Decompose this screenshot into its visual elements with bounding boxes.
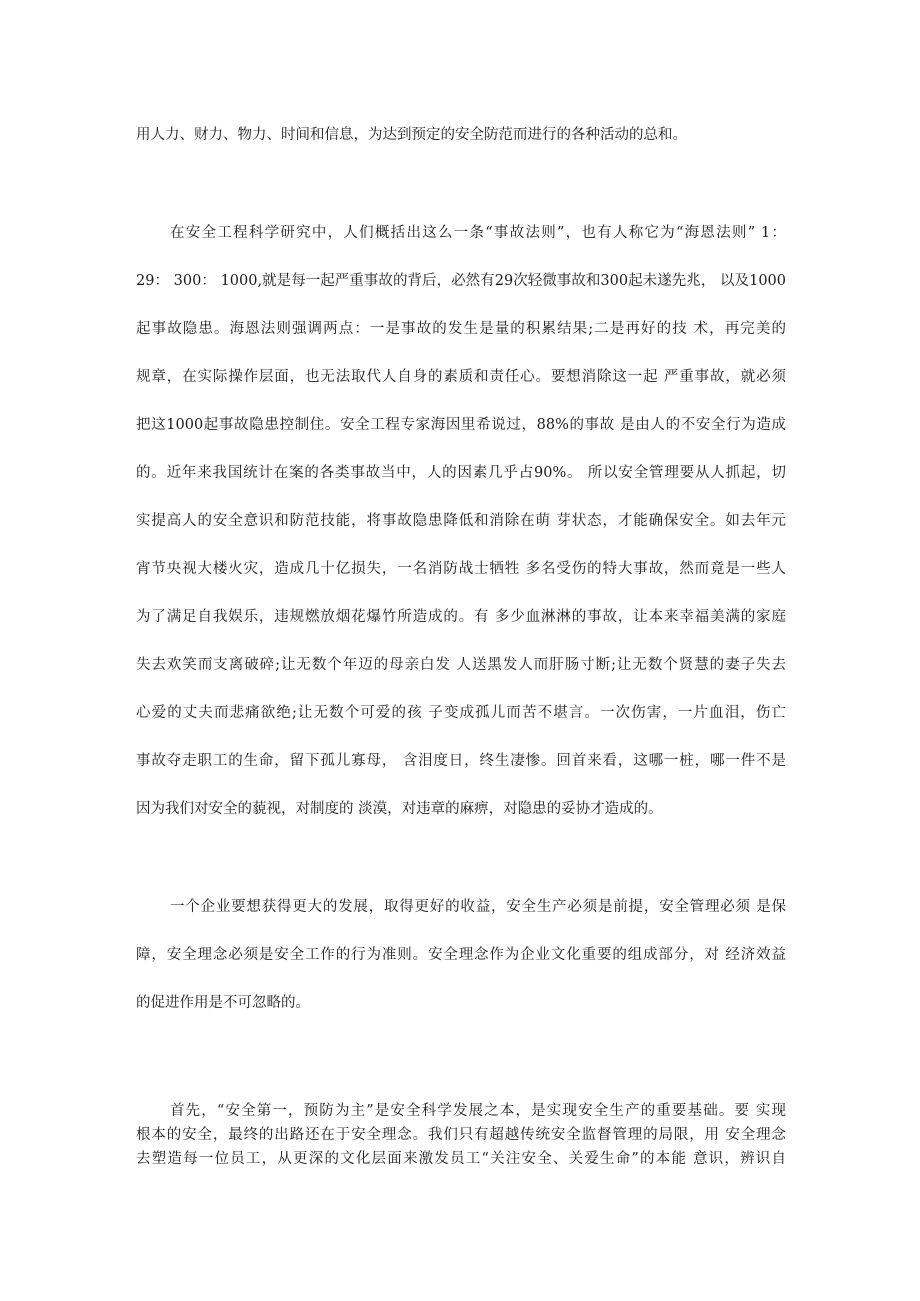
paragraph-3-line-3: 的促进作用是不可忽略的。 (136, 995, 310, 1011)
paragraph-2-line-4: 规章，在实际操作层面，也无法取代人自身的素质和责任心。要想消除这一起 严重事故，就必须 (136, 369, 786, 385)
paragraph-2-line-6: 的。近年来我国统计在案的各类事故当中，人的因素几乎占90%。 所以安全管理要从人抓起，切 (136, 465, 786, 481)
paragraph-2-line-9: 为了满足自我娱乐，违规燃放烟花爆竹所造成的。有 多少血淋淋的事故，让本来幸福美满的家庭 (136, 609, 786, 625)
paragraph-2-line-2: 29： 300： 1000,就是每一起严重事故的背后，必然有29次轻微事故和300起未遂先兆， 以及1000 (136, 273, 786, 289)
paragraph-4-line-3: 去塑造每一位员工，从更深的文化层面来激发员工“关注安全、关爱生命”的本能 意识，辨识自 (136, 1151, 786, 1167)
paragraph-4-line-1: 首先，“安全第一，预防为主”是安全科学发展之本，是实现安全生产的重要基础。要 实现 (170, 1103, 786, 1119)
paragraph-2-line-11: 心爱的丈夫而悲痛欲绝;让无数个可爱的孩 子变成孤儿而苦不堪言。一次伤害，一片血泪，伤亡 (136, 705, 786, 721)
paragraph-2-line-8: 宵节央视大楼火灾，造成几十亿损失，一名消防战士牺牲 多名受伤的特大事故，然而竟是一些人 (136, 561, 786, 577)
paragraph-3-line-2: 障，安全理念必须是安全工作的行为准则。安全理念作为企业文化重要的组成部分，对 经济效益 (136, 947, 786, 963)
paragraph-3-line-1: 一个企业要想获得更大的发展，取得更好的收益，安全生产必须是前提，安全管理必须 是保 (170, 899, 786, 915)
paragraph-2-line-3: 起事故隐患。海恩法则强调两点：一是事故的发生是量的积累结果;二是再好的技 术，再完美的 (136, 321, 786, 337)
paragraph-2-line-13: 因为我们对安全的藐视，对制度的 淡漠，对违章的麻痹，对隐患的妥协才造成的。 (136, 801, 663, 817)
paragraph-4-line-2: 根本的安全，最终的出路还在于安全理念。我们只有超越传统安全监督管理的局限，用 安全理念 (136, 1127, 786, 1143)
paragraph-2-line-12: 事故夺走职工的生命，留下孤儿寡母， 含泪度日，终生凄惨。回首来看，这哪一桩，哪一件不是 (136, 753, 786, 769)
paragraph-2-line-5: 把这1000起事故隐患控制住。安全工程专家海因里希说过，88%的事故 是由人的不安全行为造成 (136, 417, 786, 433)
paragraph-2-line-10: 失去欢笑而支离破碎;让无数个年迈的母亲白发 人送黑发人而肝肠寸断;让无数个贤慧的妻子失去 (136, 657, 786, 673)
paragraph-1-line-1: 用人力、财力、物力、时间和信息，为达到预定的安全防范而进行的各种活动的总和。 (136, 127, 687, 143)
paragraph-2-line-1: 在安全工程科学研究中，人们概括出这么一条“事故法则”，也有人称它为“海恩法则” 1： (170, 225, 786, 241)
paragraph-2-line-7: 实提高人的安全意识和防范技能，将事故隐患降低和消除在萌 芽状态，才能确保安全。如去年元 (136, 513, 786, 529)
